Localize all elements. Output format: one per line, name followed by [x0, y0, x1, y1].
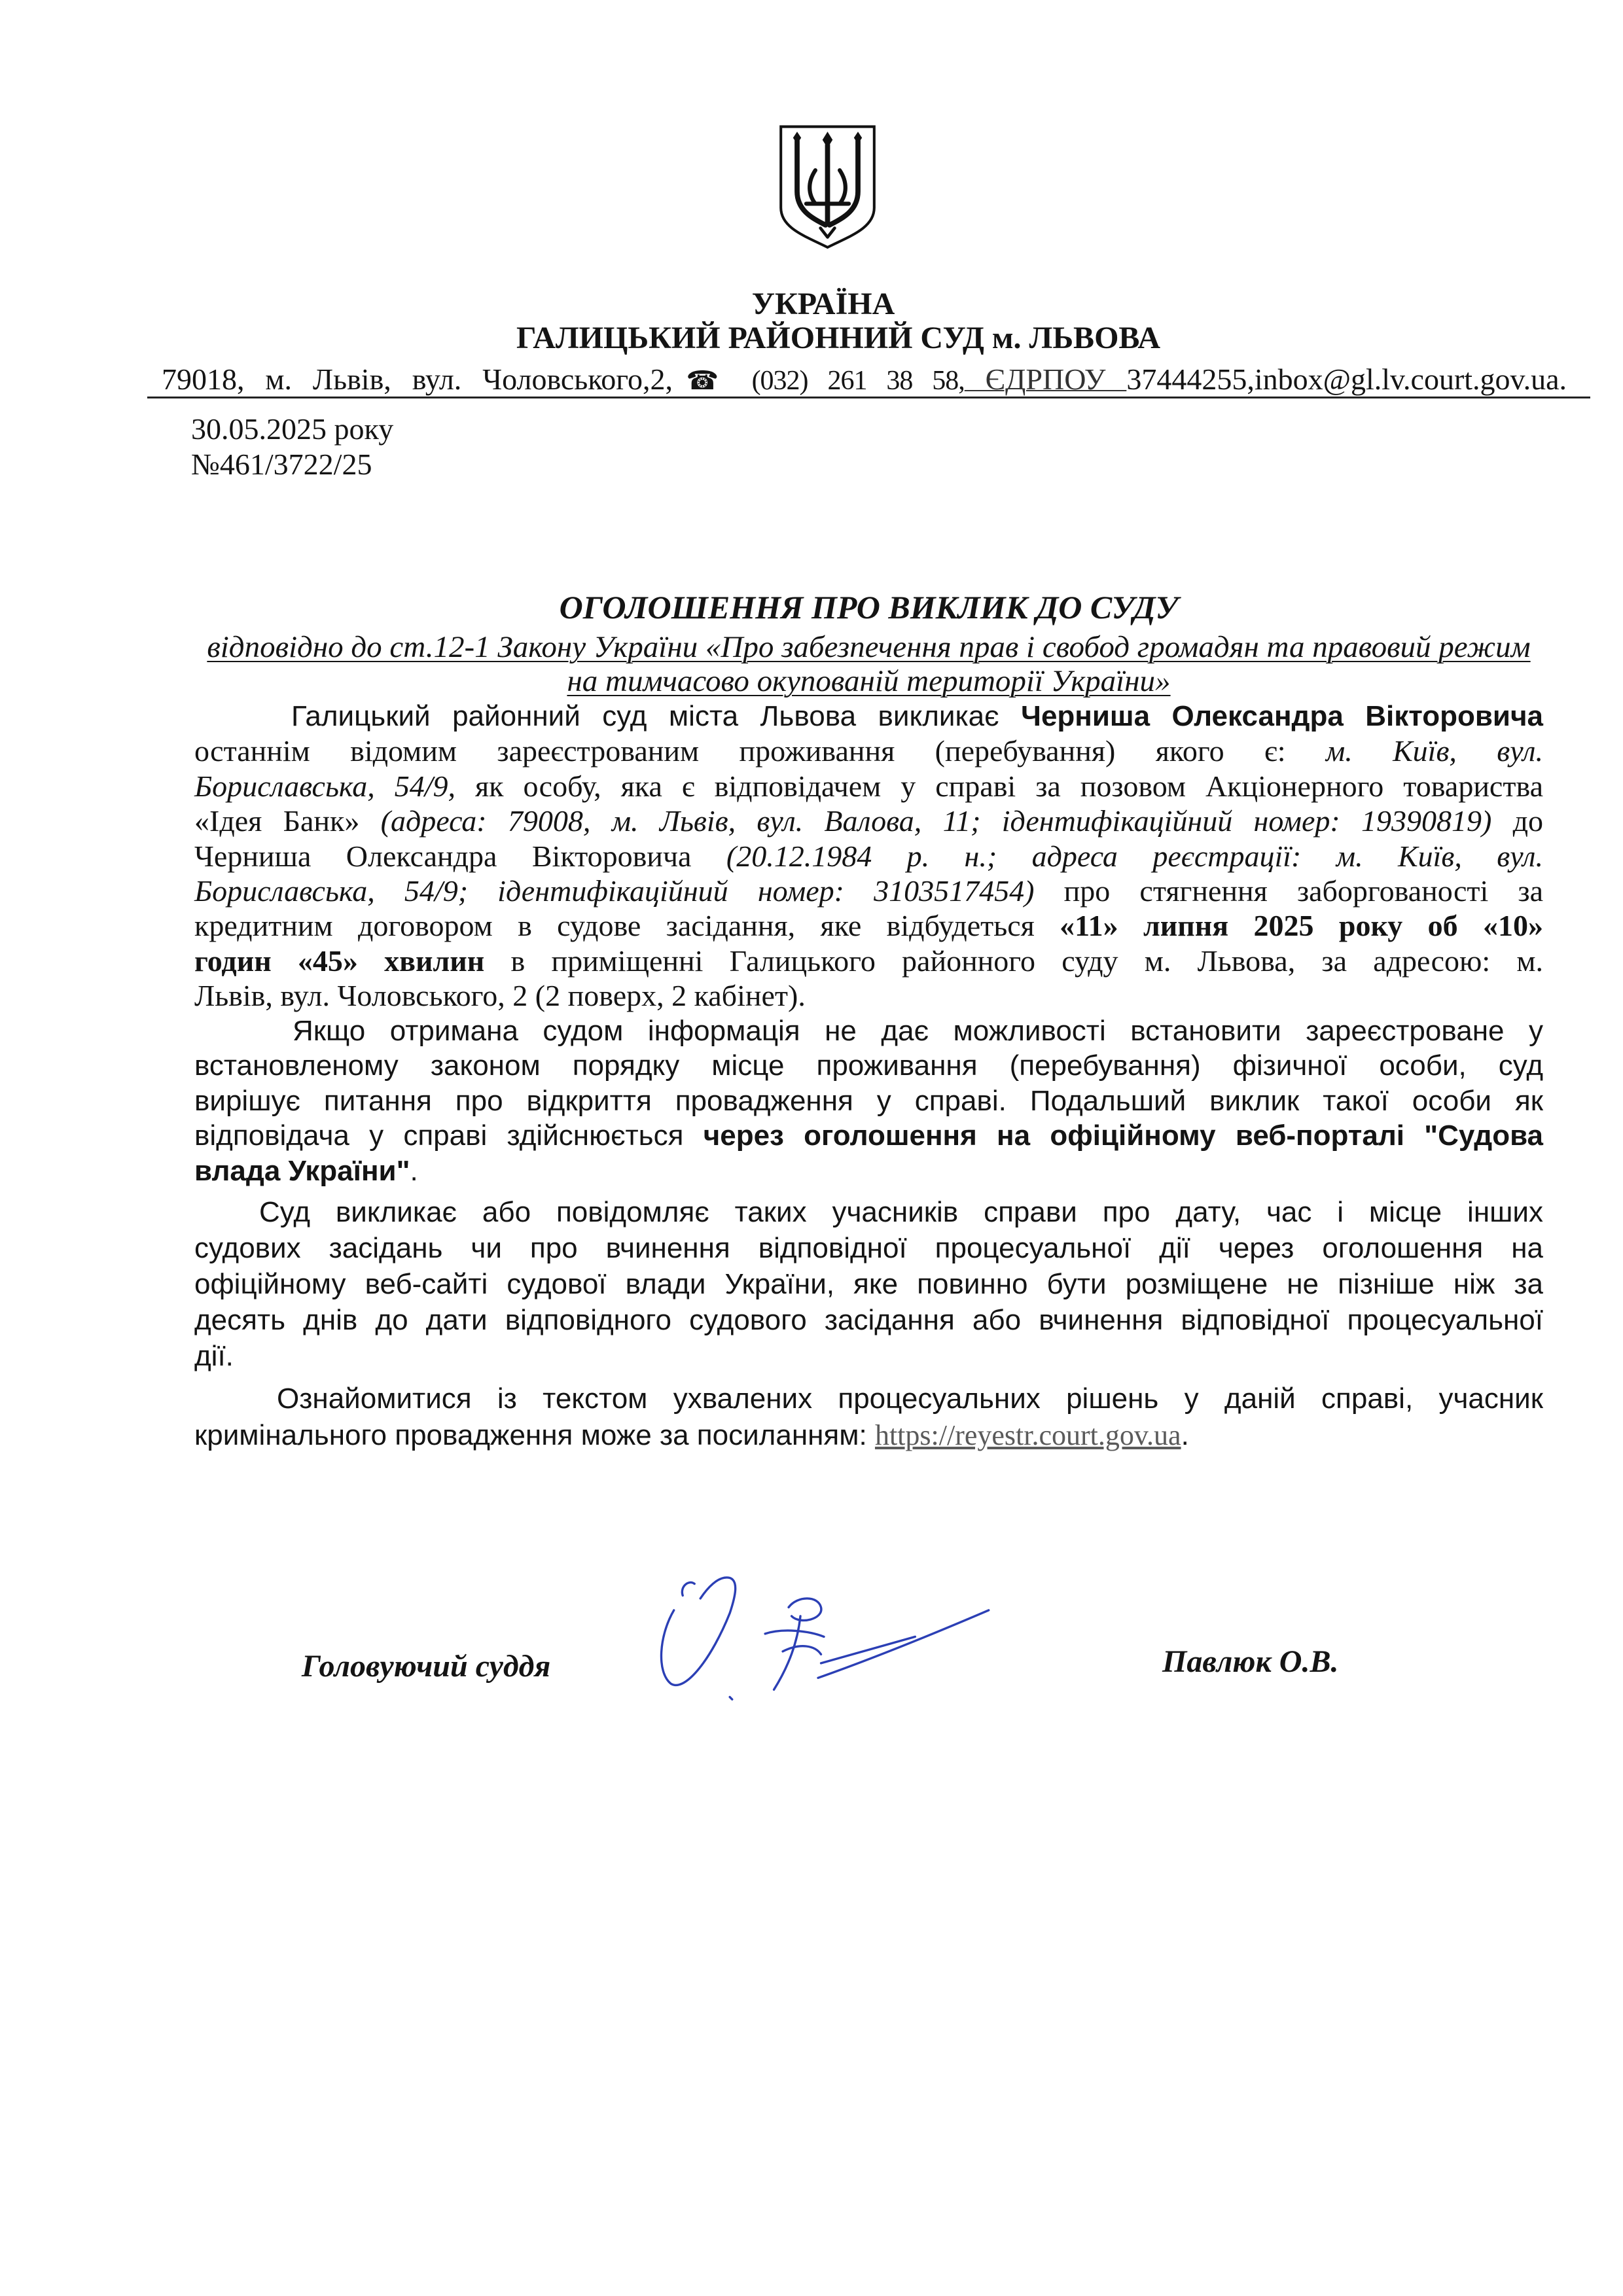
text-line: [194, 1230, 1543, 1266]
text-line: [194, 1381, 1543, 1417]
text-line: [194, 1118, 1543, 1153]
bold-text-run: Черниша Олександра Вікторовича: [1021, 700, 1543, 732]
text-run: десять днів до дати відповідного судового засідання або вчинення відповідної процесуальної: [194, 1304, 1543, 1336]
telephone-icon: ☎: [673, 366, 732, 396]
text-run: останнім відомим зареєстрованим проживання (перебування) якого є:: [194, 734, 1326, 768]
summons-paragraph: [194, 699, 1543, 1014]
bold-text-run: влада України": [194, 1154, 410, 1187]
notification-rules-paragraph: [194, 1014, 1543, 1188]
text-run: до: [1491, 804, 1543, 838]
text-run: Якщо отримана судом інформація не дає можливості встановити зареєстроване у: [293, 1015, 1543, 1047]
text-line: [194, 1266, 1543, 1302]
text-line: [194, 1084, 1543, 1118]
text-line: [194, 733, 1543, 768]
bold-text-run: через оголошення на офіційному веб-порталі "Судова: [703, 1120, 1544, 1152]
text-line: [194, 978, 1543, 1013]
text-line: [194, 908, 1543, 943]
text-run: в приміщенні Галицького районного суду м. Львова, за адресою: м.: [484, 944, 1543, 978]
text-line: [194, 1194, 1543, 1230]
edrpou-code: 37444255,: [1126, 362, 1255, 396]
italic-text-run: (20.12.1984 р. н.; адреса реєстрації: м. Київ, вул.: [726, 839, 1543, 873]
court-address-line: [162, 361, 1567, 398]
header-divider: [147, 397, 1590, 398]
notice-title: ОГОЛОШЕННЯ ПРО ВИКЛИК ДО СУДУ: [559, 589, 1179, 626]
text-run: Ознайомитися із текстом ухвалених процесуальних рішень у даній справі, учасник: [277, 1383, 1543, 1415]
text-line: [194, 944, 1543, 978]
text-line: [194, 874, 1543, 908]
text-run: Галицький районний суд міста Львова викликає: [291, 700, 1022, 732]
italic-text-run: (адреса: 79008, м. Львів, вул. Валова, 11; ідентифікаційний номер: 19390819): [380, 804, 1492, 838]
text-run: кримінального провадження може за посиланням:: [194, 1419, 875, 1451]
text-run: Суд викликає або повідомляє таких учасників справи про дату, час і місце інших: [259, 1196, 1543, 1228]
text-run: дії.: [194, 1340, 234, 1372]
letter-date: 30.05.2025 року: [191, 412, 394, 446]
text-run: Черниша Олександра Вікторовича: [194, 839, 726, 873]
text-line: [194, 1338, 1543, 1374]
signatory-role: Головуючий суддя: [302, 1649, 551, 1684]
text-run: «Ідея Банк»: [194, 804, 381, 838]
text-run: вирішує питання про відкриття провадження у справі. Подальший виклик такої особи як: [194, 1084, 1543, 1117]
handwritten-signature: [647, 1569, 1001, 1723]
text-run: судових засідань чи про вчинення відповідної процесуальної дії через оголошення на: [194, 1232, 1543, 1264]
italic-text-run: Бориславська, 54/9; ідентифікаційний номер: 3103517454): [194, 874, 1035, 908]
text-line: [194, 1154, 1543, 1188]
legal-basis-line: відповідно до ст.12-1 Закону України «Про забезпечення прав і свобод громадян та правовий режим: [207, 630, 1531, 664]
text-run: .: [410, 1154, 418, 1187]
country-heading: УКРАЇНА: [751, 287, 895, 321]
text-run: відповідача у справі здійснюється: [194, 1120, 704, 1152]
registry-reference-paragraph: [194, 1381, 1543, 1454]
phone-number: (032) 261 38 58,: [732, 366, 965, 396]
text-line: [194, 1048, 1543, 1083]
bold-text-run: «11» липня 2025 року об «10»: [1060, 909, 1543, 943]
further-hearings-paragraph: [194, 1194, 1543, 1374]
text-line: [194, 1417, 1543, 1454]
letter-number: №461/3722/25: [191, 448, 372, 481]
text-run: .: [1181, 1419, 1189, 1451]
email-address: inbox@gl.lv.court.gov.ua.: [1254, 362, 1567, 396]
registry-link[interactable]: https://reyestr.court.gov.ua: [874, 1419, 1181, 1451]
court-name: ГАЛИЦЬКИЙ РАЙОННИЙ СУД м. ЛЬВОВА: [516, 321, 1161, 355]
text-run: офіційному веб-сайті судової влади України, яке повинно бути розміщене не пізніше ніж за: [194, 1268, 1543, 1300]
text-run: про стягнення заборгованості за: [1034, 874, 1543, 908]
text-line: [194, 804, 1543, 838]
text-run: встановленому законом порядку місце проживання (перебування) фізичної особи, суд: [194, 1050, 1543, 1082]
edrpou-label: ЄДРПОУ: [964, 362, 1127, 396]
legal-basis-line: на тимчасово окупованій території України»: [567, 664, 1171, 698]
text-run: як особу, яка є відповідачем у справі за позовом Акціонерного товариства: [455, 769, 1543, 803]
text-line: [194, 839, 1543, 874]
text-line: [194, 699, 1543, 733]
text-line: [194, 1302, 1543, 1338]
coat-of-arms-icon: [777, 122, 878, 251]
italic-text-run: м. Київ, вул.: [1325, 734, 1543, 768]
text-run: Львів, вул. Чоловського, 2 (2 поверх, 2 кабінет).: [194, 979, 806, 1013]
postal-address: 79018, м. Львів, вул. Чоловського,2,: [162, 362, 673, 396]
signatory-name: Павлюк О.В.: [1162, 1644, 1339, 1679]
text-line: [194, 769, 1543, 804]
bold-text-run: годин «45» хвилин: [194, 944, 485, 978]
text-run: кредитним договором в судове засідання, яке відбудеться: [194, 909, 1060, 943]
italic-text-run: Бориславська, 54/9,: [194, 769, 456, 803]
text-line: [194, 1014, 1543, 1048]
